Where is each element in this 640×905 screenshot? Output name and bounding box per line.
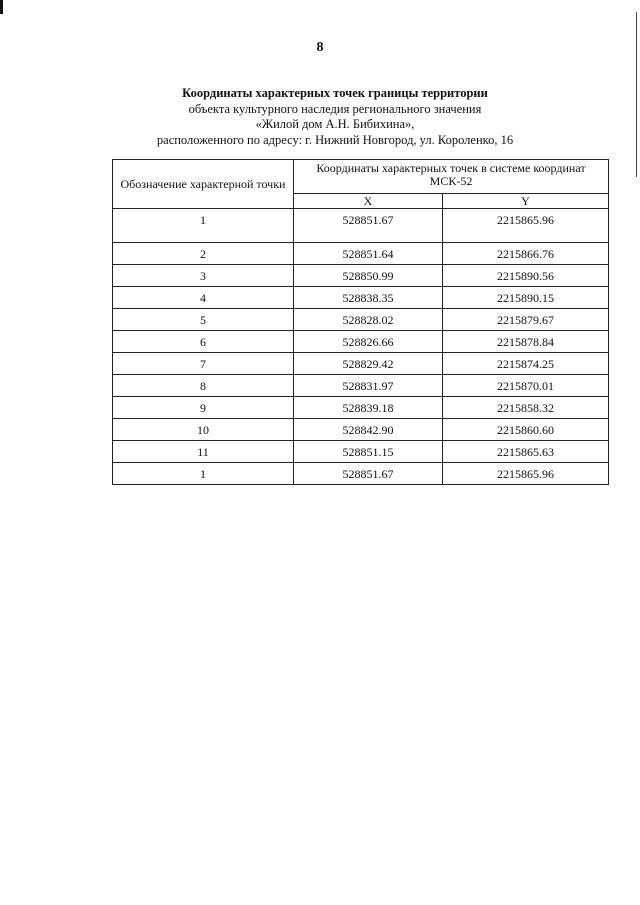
x-cell: 528831.97 — [294, 375, 443, 397]
y-cell: 2215879.67 — [442, 309, 608, 331]
point-cell: 2 — [113, 243, 294, 265]
y-cell: 2215878.84 — [442, 331, 608, 353]
point-cell: 8 — [113, 375, 294, 397]
heading-line-3: «Жилой дом А.Н. Бибихина», — [255, 117, 415, 131]
point-cell: 4 — [113, 287, 294, 309]
point-cell: 5 — [113, 309, 294, 331]
point-cell: 10 — [113, 419, 294, 441]
y-cell: 2215874.25 — [442, 353, 608, 375]
page-number: 8 — [316, 40, 324, 55]
y-cell: 2215890.56 — [442, 265, 608, 287]
x-cell: 528829.42 — [294, 353, 443, 375]
point-cell: 3 — [113, 265, 294, 287]
heading-line-2: объекта культурного наследия регионального значения — [188, 101, 482, 116]
header-y: Y — [442, 194, 608, 209]
x-cell: 528826.66 — [294, 331, 443, 353]
scan-edge-line — [636, 12, 637, 177]
point-cell: 1 — [113, 463, 294, 485]
table-row — [113, 375, 609, 397]
x-cell: 528851.67 — [294, 209, 443, 243]
y-cell: 2215865.96 — [442, 209, 608, 243]
point-cell: 6 — [113, 331, 294, 353]
x-cell: 528851.15 — [294, 441, 443, 463]
x-cell: 528842.90 — [294, 419, 443, 441]
x-cell: 528851.67 — [294, 463, 443, 485]
table-row — [113, 397, 609, 419]
table-row — [113, 265, 609, 287]
table-row — [113, 309, 609, 331]
x-cell: 528851.64 — [294, 243, 443, 265]
table-row — [113, 209, 609, 243]
y-cell: 2215890.15 — [442, 287, 608, 309]
point-cell: 9 — [113, 397, 294, 419]
coordinates-table — [112, 159, 609, 485]
point-cell: 7 — [113, 353, 294, 375]
scan-edge-mark — [0, 0, 3, 14]
document-heading — [100, 86, 570, 148]
y-cell: 2215860.60 — [442, 419, 608, 441]
y-cell: 2215866.76 — [442, 243, 608, 265]
x-cell: 528839.18 — [294, 397, 443, 419]
table-row — [113, 353, 609, 375]
header-point: Обозначение характерной точки — [113, 160, 294, 209]
point-cell: 1 — [113, 209, 294, 243]
header-coordinates: Координаты характерных точек в системе координат МСК-52 — [294, 160, 609, 194]
y-cell: 2215865.96 — [442, 463, 608, 485]
y-cell: 2215865.63 — [442, 441, 608, 463]
table-row — [113, 441, 609, 463]
y-cell: 2215858.32 — [442, 397, 608, 419]
y-cell: 2215870.01 — [442, 375, 608, 397]
heading-line-4: расположенного по адресу: г. Нижний Новгород, ул. Короленко, 16 — [156, 132, 514, 147]
x-cell: 528850.99 — [294, 265, 443, 287]
header-x: X — [294, 194, 443, 209]
x-cell: 528828.02 — [294, 309, 443, 331]
table-row — [113, 419, 609, 441]
table-row — [113, 287, 609, 309]
table-row — [113, 331, 609, 353]
heading-title: Координаты характерных точек границы территории — [182, 86, 488, 100]
point-cell: 11 — [113, 441, 294, 463]
table-row — [113, 243, 609, 265]
table-row — [113, 463, 609, 485]
x-cell: 528838.35 — [294, 287, 443, 309]
